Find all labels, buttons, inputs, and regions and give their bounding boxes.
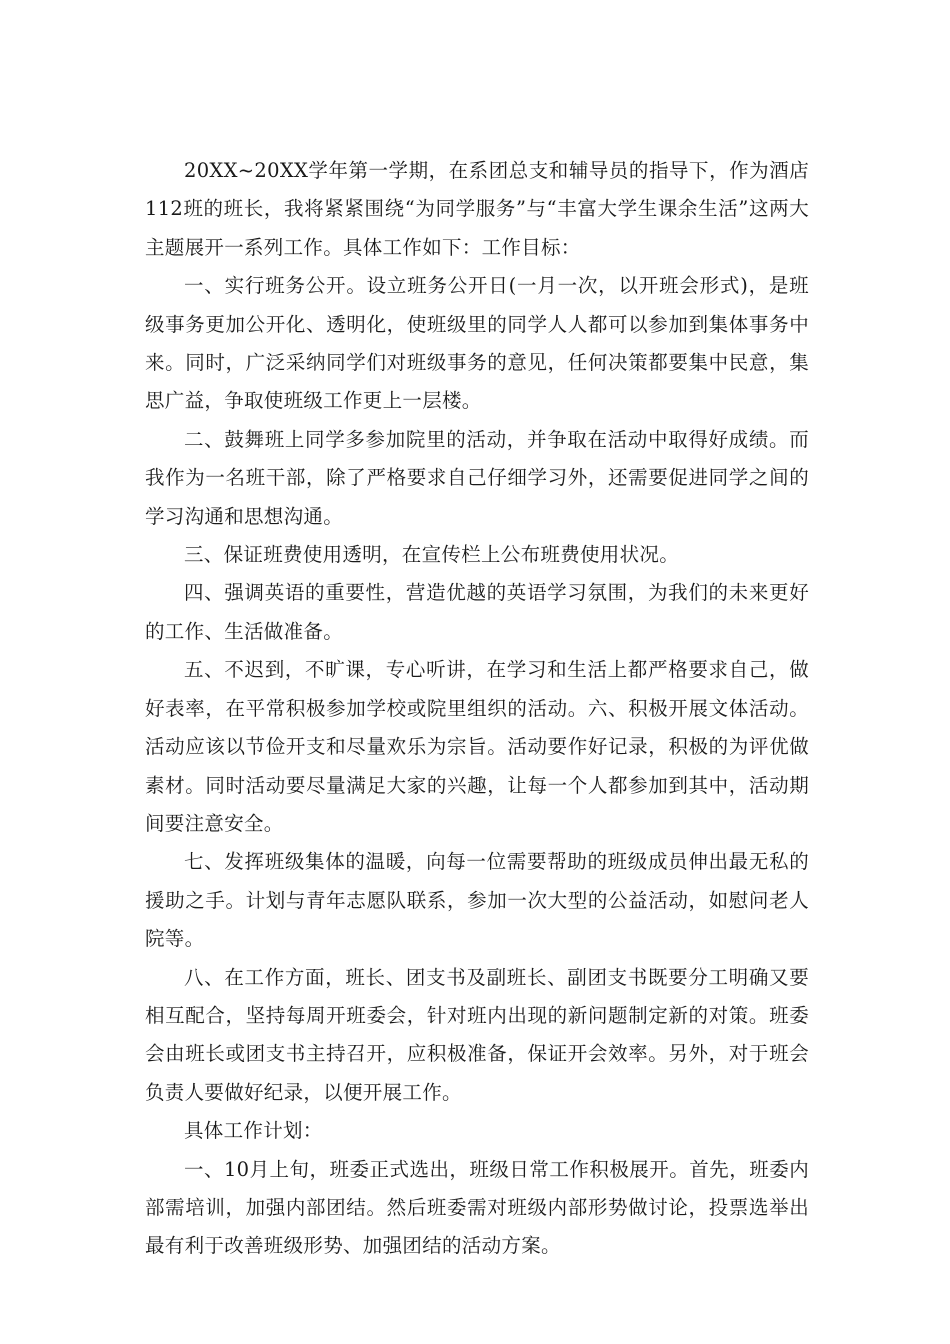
paragraph-goal-3: 三、保证班费使用透明，在宣传栏上公布班费使用状况。 <box>184 543 680 567</box>
paragraph-goal-8: 八、在工作方面，班长、团支书及副班长、副团支书既要分工明确又要相互配合，坚持每周开班委会，针对班内出现的新问题制定新的对策。班委会由班长或团支书主持召开，应积极准备，保证开会效率。另外，对于班会负责人要做好纪录，以便开展工作。 <box>145 965 809 1104</box>
paragraph-intro: 20XX~20XX学年第一学期，在系团总支和辅导员的指导下，作为酒店112班的班长，我将紧紧围绕“为同学服务”与“丰富大学生课余生活”这两大主题展开一系列工作。具体工作如下：工作目标： <box>145 159 809 259</box>
paragraph-goal-5-6: 五、不迟到，不旷课，专心听讲，在学习和生活上都严格要求自己，做好表率，在平常积极参加学校或院里组织的活动。六、积极开展文体活动。活动应该以节俭开支和尽量欢乐为宗旨。活动要作好记录，积极的为评优做素材。同时活动要尽量满足大家的兴趣，让每一个人都参加到其中，活动期间要注意安全。 <box>145 658 809 835</box>
paragraph-goal-7: 七、发挥班级集体的温暖，向每一位需要帮助的班级成员伸出最无私的援助之手。计划与青年志愿队联系，参加一次大型的公益活动，如慰问老人院等。 <box>145 850 809 951</box>
paragraph-plan-1: 一、10月上旬，班委正式选出，班级日常工作积极展开。首先，班委内部需培训，加强内部团结。然后班委需对班级内部形势做讨论，投票选举出最有利于改善班级形势、加强团结的活动方案。 <box>145 1157 809 1258</box>
paragraph-plan-heading: 具体工作计划： <box>184 1119 323 1143</box>
paragraph-goal-4: 四、强调英语的重要性，营造优越的英语学习氛围，为我们的未来更好的工作、生活做准备。 <box>145 581 809 643</box>
paragraph-goal-1: 一、实行班务公开。设立班务公开日(一月一次，以开班会形式)，是班级事务更加公开化、透明化，使班级里的同学人人都可以参加到集体事务中来。同时，广泛采纳同学们对班级事务的意见，任何决策都要集中民意，集思广益，争取使班级工作更上一层楼。 <box>145 274 809 413</box>
paragraph-goal-2: 二、鼓舞班上同学多参加院里的活动，并争取在活动中取得好成绩。而我作为一名班干部，除了严格要求自己仔细学习外，还需要促进同学之间的学习沟通和思想沟通。 <box>145 427 809 528</box>
document-body <box>145 152 809 1266</box>
